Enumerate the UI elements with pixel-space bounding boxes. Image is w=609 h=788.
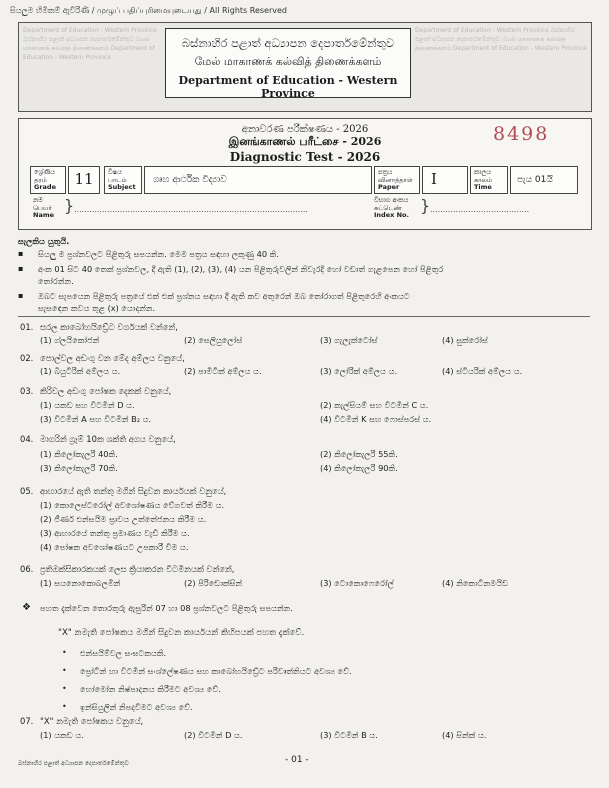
subject-value-cell	[144, 166, 372, 194]
watermark-right: Department of Education - Western Province බස්නාහිර පළාත් අධ්‍යාපන දෙපාර්තමේන්තුව மேல் மாகாணக் கல்வித் திணைக்களம் Department of Education - Western Province	[415, 27, 587, 52]
option: (4) සින්ක් ය.	[442, 730, 487, 740]
divider	[18, 316, 590, 317]
bullet-icon: •	[62, 648, 67, 657]
bullet-icon: •	[62, 666, 67, 675]
name-label	[33, 197, 54, 220]
x-point: හෝමෝන නිෂ්පාදනය කිරීමට අවශ්‍ය වේ.	[80, 684, 221, 694]
option: (2) විටමින් D ය.	[184, 730, 243, 740]
option: (2) සෙලියුලෝස්	[184, 335, 243, 345]
question-text: "X" නමැති පෝෂකය වනුයේ,	[40, 716, 144, 726]
page-number: - 01 -	[285, 755, 309, 765]
footer-department: බස්නාහිර පළාත් අධ්‍යාපන දෙපාර්තමේන්තුව	[18, 760, 129, 767]
option: (3) ගැලැක්ටෝස්	[320, 335, 378, 345]
time-label-cell	[470, 166, 508, 194]
name-label-ta: பெயர்	[33, 203, 52, 212]
question-text: ආහාරයේ ඇති තන්තු මගින් සිදුවන කාර්යයක් වනුයේ,	[40, 486, 227, 496]
exam-code: 8498	[493, 123, 550, 145]
watermark-left: Department of Education - Western Province බස්නාහිර පළාත් අධ්‍යාපන දෙපාර්තමේන්තුව மேல் மாகாணக் கல்வித் திணைக்களம் Department of Education - Western Province	[23, 27, 157, 61]
time-label-si: කාලය	[474, 168, 492, 176]
option: (3) විටමින් B ය.	[320, 730, 378, 740]
department-name-sinhala: බස්නාහිර පළාත් අධ්‍යාපන දෙපාර්තමේන්තුව	[181, 36, 395, 50]
section-note: පහත දැක්වෙන තොරතුරු ඇසුරින් 07 හා 08 ප්‍රශ්නවලට පිළිතුරු සපයන්න.	[40, 603, 293, 613]
exam-title-sinhala: අනාවරණ පරීක්ෂණය - 2026	[241, 124, 369, 135]
option: (4) පෝෂක අවශෝෂණයට උපකාරී වීම ය.	[40, 542, 189, 552]
option: (1) කිලෝකැලරි 40කි.	[40, 449, 118, 459]
question-text: සරල කාබෝහයිඩ්‍රේට වර්ගයක් වන්නේ,	[40, 322, 178, 332]
diamond-bullet-icon: ❖	[22, 602, 31, 613]
department-title-box	[165, 28, 411, 98]
option: (1) යකඩ සහ විටමින් D ය.	[40, 400, 135, 410]
instruction-2-cont: තෝරන්න.	[38, 276, 74, 286]
subject-label-en: Subject	[108, 183, 136, 191]
option: (4) නිකොටිනමයිඩ	[442, 578, 509, 588]
option: (2) කැල්සියම් සහ විටමින් C ය.	[320, 400, 429, 410]
question-text: මාගරින් ග්‍රෑම් 10ක ශක්ති අගය වනුයේ,	[40, 434, 176, 444]
grade-label-en: Grade	[34, 183, 56, 191]
time-label-en: Time	[474, 183, 492, 191]
option: (4) කිලෝකැලරි 90කි.	[320, 463, 398, 473]
exam-title-english: Diagnostic Test - 2026	[229, 150, 381, 164]
paper-label-cell	[374, 166, 420, 194]
name-label-si: නම	[33, 196, 43, 204]
option: (3) ටොකොෆෙරෝල්	[320, 578, 394, 588]
option: (3) ආහාරයේ තන්තු ප්‍රමාණය වැඩි කිරීම ය.	[40, 528, 190, 538]
subject-label-ta: பாடம்	[108, 175, 127, 184]
question-text: ප්‍රතිඔක්සිකාරකයක් ලෙස ක්‍රියාකරන විටමිනයක් වන්නේ,	[40, 564, 235, 574]
grade-value-cell	[68, 166, 100, 194]
paper-value-cell	[422, 166, 468, 194]
instruction-3-cont: සැසඳෙන කවය තුළ (x) යොදන්න.	[38, 303, 156, 313]
bullet-icon: •	[62, 702, 67, 711]
question-number: 02.	[20, 353, 34, 363]
option: (1) සයනොකොබලමින්	[40, 578, 121, 588]
option: (1) ග්ලයිකෝජන්	[40, 335, 100, 345]
paper-label-ta: வினாத்தாள்	[378, 175, 413, 184]
option: (4) ස්ටියරික් අම්ලය ය.	[442, 366, 523, 376]
instruction-1: සියලු ම ප්‍රශ්නවලට පිළිතුරු සපයන්න. මෙම පත්‍රය සඳහා ලකුණු 40 කි.	[38, 249, 279, 259]
grade-label-ta: தரம்	[34, 175, 47, 184]
subject-label-cell	[104, 166, 142, 194]
subject-label-si: විෂය	[108, 168, 122, 176]
bullet-icon: ▪	[18, 249, 24, 258]
x-point: එන්සයිම්වල සංඝටකයකි.	[80, 648, 167, 658]
paper-label-si: පත්‍රය	[378, 168, 393, 176]
rights-notice: සියලුම හිමිකම් ඇවිරිණි / முழுப் பதிப்புரிமையுடையது / All Rights Reserved	[10, 6, 287, 15]
option: (2) ජීර්ණ එන්සයිම ස්‍රාවය උත්තේජනය කිරීම ය.	[40, 514, 207, 524]
question-text: කිරිවල අඩංගු පෝෂක දෙකක් වනුයේ,	[40, 386, 172, 396]
index-label-ta: சுட்டெண்	[374, 203, 402, 212]
name-label-en: Name	[33, 211, 55, 219]
option: (3) විටමින් A සහ විටමින් B₂ ය.	[40, 414, 152, 424]
exam-title-tamil: இனங்காணல் பரீட்சை - 2026	[228, 135, 382, 148]
index-label-en: Index No.	[374, 211, 409, 219]
question-number: 03.	[20, 386, 34, 396]
time-label-ta: காலம்	[474, 175, 493, 184]
subject-value: ගෘහ ආර්ථික විද්‍යාව	[153, 175, 227, 185]
x-point: ඉන්සියුලින් නිපදවීමට අවශ්‍ය වේ.	[80, 702, 193, 712]
question-text: පොල්වල අඩංගු වන මේද අම්ලය වනුයේ,	[40, 353, 185, 363]
instructions-heading: සැලකිය යුතුයි.	[18, 236, 70, 246]
paper-value: I	[431, 170, 437, 188]
bullet-icon: ▪	[18, 291, 24, 300]
option: (1) කොලෙස්ටරෝල් අවශෝෂණය වේගවත් කිරීම ය.	[40, 500, 225, 510]
option: (4) විටමින් K සහ ෆොස්පරස් ය.	[320, 414, 432, 424]
instruction-3: ඔබට සැපයෙන පිළිතුරු පත්‍රයේ එක් එක් ප්‍රශ්නය සඳහා දී ඇති කව අතුරෙන් ඔබ තෝරාගත් පිළිතුරෙහි අංකයට	[38, 291, 410, 301]
bullet-icon: ▪	[18, 264, 24, 273]
department-name-english: Department of Education - Western Province	[178, 74, 398, 100]
option: (1) යකඩ ය.	[40, 730, 84, 740]
option: (2) කිලෝකැලරි 55කි.	[320, 449, 398, 459]
grade-value: 11	[74, 170, 94, 188]
name-input[interactable]: ............................................................................................	[74, 205, 308, 214]
question-number: 01.	[20, 322, 34, 332]
question-number: 06.	[20, 564, 34, 574]
option: (2) පිරිඩොක්සින්	[184, 578, 243, 588]
option: (3) ලෝරික් අම්ලය ය.	[320, 366, 398, 376]
index-label	[374, 197, 409, 220]
question-number: 07.	[20, 716, 34, 726]
option: (2) පාමිටික් අම්ලය ය.	[184, 366, 262, 376]
instruction-2: අංක 01 සිට 40 තෙක් ප්‍රශ්නවල, දී ඇති (1), (2), (3), (4) යන පිළිතුරුවලින් නිවැරදි හෝ වඩාත් ගැළපෙන හෝ පිළිතුර	[38, 264, 444, 274]
index-label-si: විභාග අංකය	[374, 196, 409, 204]
time-value-cell	[510, 166, 578, 194]
grade-label-cell	[30, 166, 66, 194]
index-input[interactable]: .......................................	[430, 205, 530, 214]
option: (3) කිලෝකැලරි 70කි.	[40, 463, 118, 473]
department-name-tamil: மேல் மாகாணக் கல்வித் திணைக்களம்	[194, 55, 382, 68]
time-value: පැය 01යි	[517, 175, 553, 185]
x-intro: "X" නමැති පෝෂකය මගින් සිදුවන කාර්යයන් කිහිපයක් පහත දැක්වේ.	[58, 628, 305, 638]
question-number: 04.	[20, 434, 34, 444]
option: (1) බියුටිරික් අම්ලය ය.	[40, 366, 121, 376]
option: (4) සුක්රෝස්	[442, 335, 488, 345]
bullet-icon: •	[62, 684, 67, 693]
grade-label-si: ශ්‍රේණිය	[34, 168, 56, 176]
paper-label-en: Paper	[378, 183, 400, 191]
x-point: ප්‍රෝටීන් හා විටමින් සංශ්ලේෂණය සහ කාබෝහයිඩ්‍රේට පරිවෘත්තියට අවශ්‍ය වේ.	[80, 666, 352, 676]
question-number: 05.	[20, 486, 34, 496]
